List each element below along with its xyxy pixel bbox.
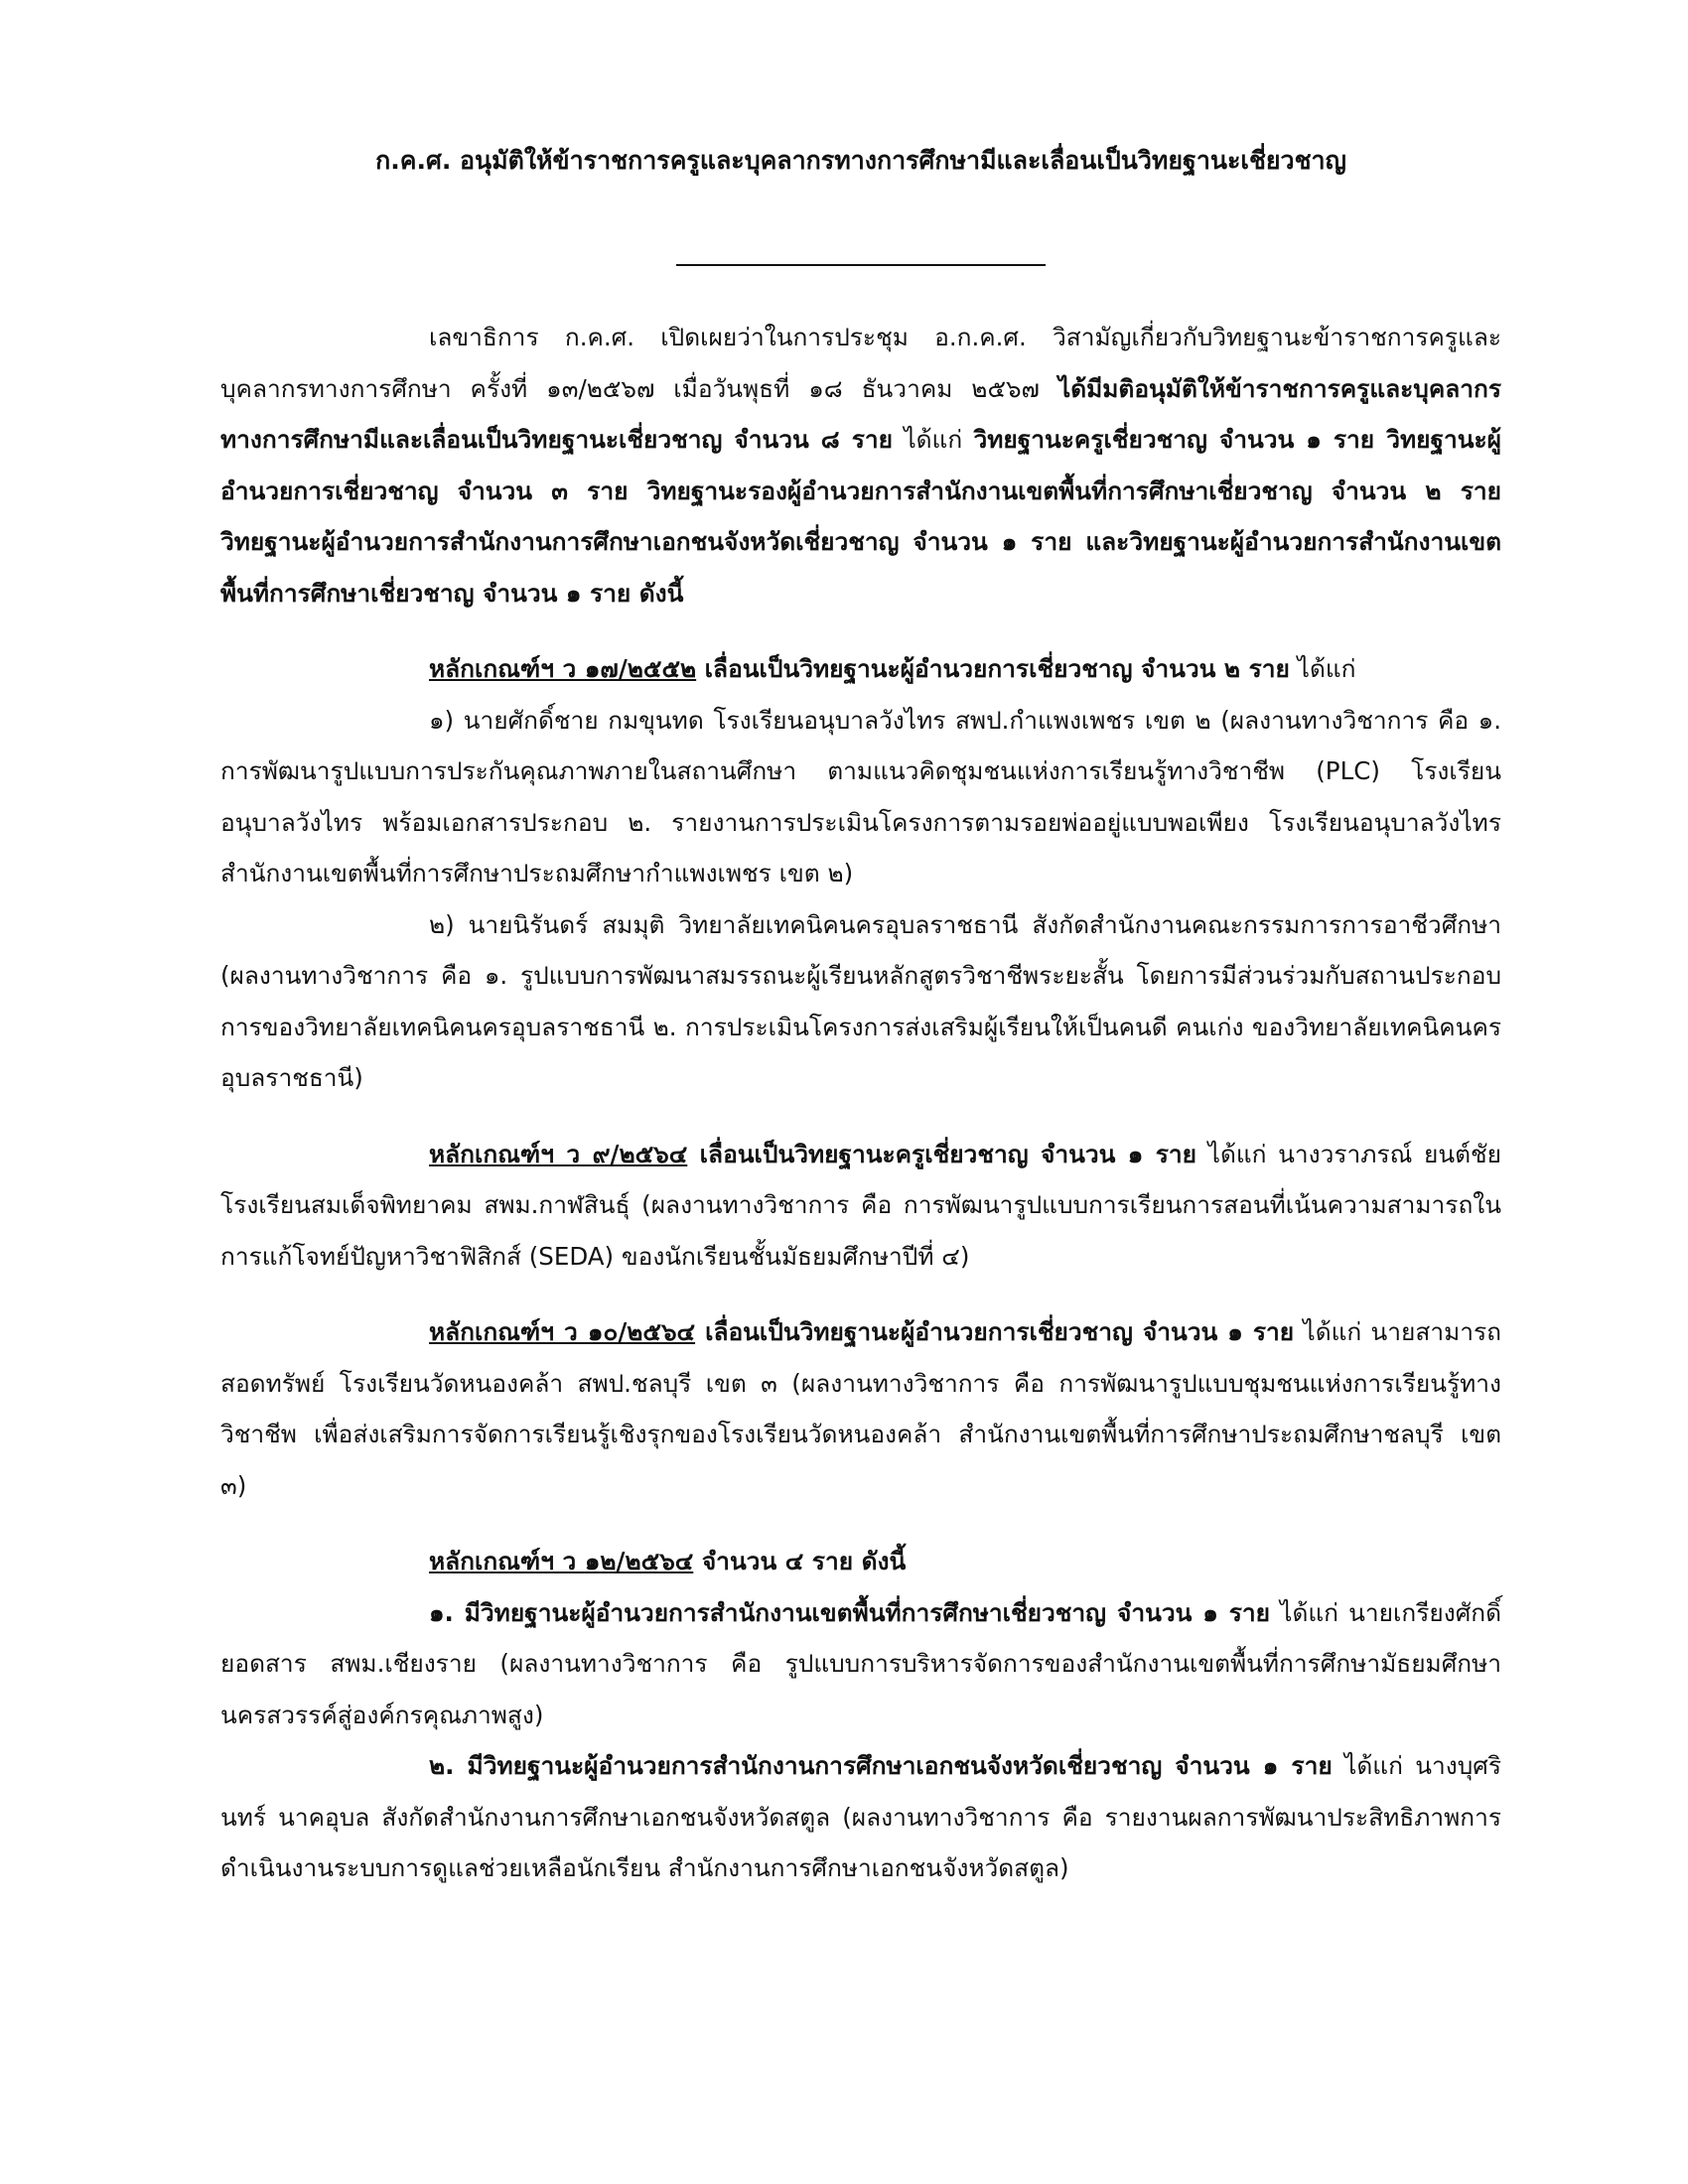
section4-item-1-text: ได้แก่ นายเกรียงศักดิ์ ยอดสาร สพม.เชียงราย (ผลงานทางวิชาการ คือ รูปแบบการบริหารจัดการของสำนักงานเขตพื้นที่การศึกษามัธยมศึกษานครสวรรค์สู่องค์กรคุณภาพสูง) [220,1597,1501,1729]
section4-heading-text: จำนวน ๔ ราย ดังนี้ [693,1547,907,1575]
intro-bold-resolution: ได้มีมติอนุมัติให้ข้าราชการครูและบุคลากรทางการศึกษามีและเลื่อนเป็นวิทยฐานะเชี่ยวชาญ จำนวน ๘ ราย [220,373,1501,454]
section3-heading-text: เลื่อนเป็นวิทยฐานะผู้อำนวยการเชี่ยวชาญ จำนวน ๑ ราย [695,1317,1295,1346]
intro-mid-text: ได้แก่ [893,425,974,454]
section4-item-2 [220,1740,1501,1894]
section4-item-2-text: ได้แก่ นางบุศรินทร์ นาคอุบล สังกัดสำนักงานการศึกษาเอกชนจังหวัดสตูล (ผลงานทางวิชาการ คือ รายงานผลการพัฒนาประสิทธิภาพการดำเนินงานระบบการดูแลช่วยเหลือนักเรียน สำนักงานการศึกษาเอกชนจังหวัดสตูล) [220,1751,1501,1882]
intro-bold-summary: วิทยฐานะครูเชี่ยวชาญ จำนวน ๑ ราย วิทยฐานะผู้อำนวยการเชี่ยวชาญ จำนวน ๓ ราย วิทยฐานะรองผู้อำนวยการสำนักงานเขตพื้นที่การศึกษาเชี่ยวชาญ จำนวน ๒ ราย วิทยฐานะผู้อำนวยการสำนักงานการศึกษาเอกชนจังหวัดเชี่ยวชาญ จำนวน ๑ ราย และวิทยฐานะผู้อำนวยการสำนักงานเขตพื้นที่การศึกษาเชี่ยวชาญ จำนวน ๑ ราย ดังนี้ [220,425,1501,608]
section4-item-2-title: ๒. มีวิทยฐานะผู้อำนวยการสำนักงานการศึกษาเอกชนจังหวัดเชี่ยวชาญ จำนวน ๑ ราย [429,1751,1333,1780]
section2-text: ได้แก่ นางวราภรณ์ ยนต์ชัย โรงเรียนสมเด็จพิทยาคม สพม.กาฬสินธุ์ (ผลงานทางวิชาการ คือ การพัฒนารูปแบบการเรียนการสอนที่เน้นความสามารถในการแก้โจทย์ปัญหาวิชาฟิสิกส์ (SEDA) ของนักเรียนชั้นมัธยมศึกษาปีที่ ๔) [220,1139,1502,1271]
section4-item-1 [220,1587,1501,1741]
section4-heading [220,1536,1501,1587]
document-body [220,312,1501,1894]
section1-heading-text: เลื่อนเป็นวิทยฐานะผู้อำนวยการเชี่ยวชาญ จำนวน ๒ ราย [696,654,1290,683]
section4-item-1-title: ๑. มีวิทยฐานะผู้อำนวยการสำนักงานเขตพื้นที่การศึกษาเชี่ยวชาญ จำนวน ๑ ราย [429,1597,1270,1627]
section2-criteria: หลักเกณฑ์ฯ ว ๙/๒๕๖๔ [429,1139,688,1168]
document-title: ก.ค.ศ. อนุมัติให้ข้าราชการครูและบุคลากรทางการศึกษามีและเลื่อนเป็นวิทยฐานะเชี่ยวชาญ [375,146,1346,175]
section3-criteria: หลักเกณฑ์ฯ ว ๑๐/๒๕๖๔ [429,1317,696,1346]
intro-text: เลขาธิการ ก.ค.ศ. เปิดเผยว่าในการประชุม อ.ก.ค.ศ. วิสามัญเกี่ยวกับวิทยฐานะข้าราชการครูและบุคลากรทางการศึกษา ครั้งที่ ๑๓/๒๕๖๗ เมื่อวันพุธที่ ๑๘ ธันวาคม ๒๕๖๗ [220,323,1501,403]
section1-criteria: หลักเกณฑ์ฯ ว ๑๗/๒๕๕๒ [429,654,697,683]
section1-item-2: ๒) นายนิรันดร์ สมมุติ วิทยาลัยเทคนิคนครอุบลราชธานี สังกัดสำนักงานคณะกรรมการการอาชีวศึกษา (ผลงานทางวิชาการ คือ ๑. รูปแบบการพัฒนาสมรรถนะผู้เรียนหลักสูตรวิชาชีพระยะสั้น โดยการมีส่วนร่วมกับสถานประกอบการของวิทยาลัยเทคนิคนครอุบลราชธานี ๒. การประเมินโครงการส่งเสริมผู้เรียนให้เป็นคนดี คนเก่ง ของวิทยาลัยเทคนิคนครอุบลราชธานี) [220,909,1501,1092]
section3-text: ได้แก่ นายสามารถ สอดทรัพย์ โรงเรียนวัดหนองคล้า สพป.ชลบุรี เขต ๓ (ผลงานทางวิชาการ คือ การพัฒนารูปแบบชุมชนแห่งการเรียนรู้ทางวิชาชีพ เพื่อส่งเสริมการจัดการเรียนรู้เชิงรุกของโรงเรียนวัดหนองคล้า สำนักงานเขตพื้นที่การศึกษาประถมศึกษาชลบุรี เขต ๓) [220,1317,1501,1500]
title-underline-rule [676,264,1046,266]
section1-heading-tail: ได้แก่ [1289,654,1356,683]
intro-paragraph [220,312,1501,618]
section4-criteria: หลักเกณฑ์ฯ ว ๑๒/๒๕๖๔ [429,1547,694,1575]
section2-heading-text: เลื่อนเป็นวิทยฐานะครูเชี่ยวชาญ จำนวน ๑ ราย [687,1139,1196,1168]
section1-heading [220,643,1501,695]
document-page [220,139,1501,1894]
section2-paragraph [220,1129,1501,1283]
section1-item-1: ๑) นายศักดิ์ชาย กมขุนทด โรงเรียนอนุบาลวังไทร สพป.กำแพงเพชร เขต ๒ (ผลงานทางวิชาการ คือ ๑. การพัฒนารูปแบบการประกันคุณภาพภายในสถานศึกษา ตามแนวคิดชุมชนแห่งการเรียนรู้ทางวิชาชีพ (PLC) โรงเรียนอนุบาลวังไทร พร้อมเอกสารประกอบ ๒. รายงานการประเมินโครงการตามรอยพ่ออยู่แบบพอเพียง โรงเรียนอนุบาลวังไทร สำนักงานเขตพื้นที่การศึกษาประถมศึกษากำแพงเพชร เขต ๒) [220,705,1501,887]
section3-paragraph [220,1306,1501,1511]
